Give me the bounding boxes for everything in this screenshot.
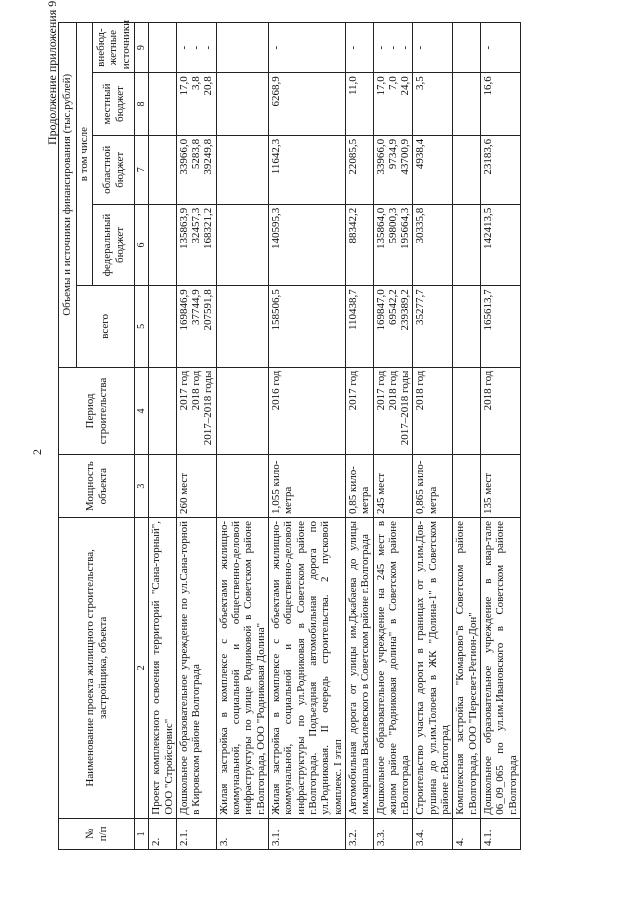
regional-value: 4938,4 <box>414 138 427 170</box>
construction-period <box>269 367 346 455</box>
extra-value: - <box>177 45 190 50</box>
local-cell <box>453 73 481 136</box>
object-name: Дошкольное образовательное учреждение на 245 мест в жилом районе "Родниковая долина" в Советском районе г.Волгограда <box>373 517 413 818</box>
local-cell <box>345 73 373 136</box>
period-value: 2018 год <box>190 370 203 411</box>
period-value: 2018 год <box>414 370 427 411</box>
local-value: 16,6 <box>482 76 494 96</box>
local-cell <box>176 73 216 136</box>
regional-value: 43700,9 <box>399 138 412 175</box>
period-value: 2017 год <box>346 370 359 411</box>
local-value: 7,0 <box>386 76 399 90</box>
table-row <box>413 23 453 850</box>
local-value: 11,0 <box>346 76 359 96</box>
regional-value: 11642,3 <box>270 138 282 175</box>
column-number: 5 <box>135 286 149 367</box>
column-number: 6 <box>135 204 149 285</box>
regional-cell <box>373 135 413 204</box>
column-number: 4 <box>135 367 149 455</box>
regional-value: 9734,9 <box>386 138 399 170</box>
regional-cell <box>481 135 521 204</box>
federal-cell <box>373 204 413 285</box>
extra-cell <box>269 23 346 73</box>
construction-period <box>453 367 481 455</box>
header-extra: внебюд-жетные источники <box>93 23 135 73</box>
total-value: 207591,8 <box>202 289 215 331</box>
total-value: 158506,5 <box>270 289 282 331</box>
column-number: 1 <box>135 818 149 849</box>
header-total: всего <box>77 286 135 367</box>
table-row <box>373 23 413 850</box>
total-cell <box>413 286 453 367</box>
header-including: в том числе <box>77 23 93 286</box>
object-name: Строительство участка дороги в границах от ул.им.Дов-рушина до ул.им.Толоева в ЖК "Долина-1" в Советском районе г.Волгоград <box>413 517 453 818</box>
local-value: 17,0 <box>374 76 387 96</box>
total-value: 35277,7 <box>414 289 427 325</box>
extra-value: - <box>386 45 399 50</box>
object-capacity: 0,85 кило-метра <box>345 455 373 518</box>
total-cell <box>481 286 521 367</box>
federal-value: 142413,5 <box>482 207 494 249</box>
column-number-row <box>135 23 149 850</box>
total-value: 169846,9 <box>177 289 190 331</box>
construction-period <box>481 367 521 455</box>
total-cell <box>345 286 373 367</box>
period-value: 2018 год <box>386 370 399 411</box>
local-value: 17,0 <box>177 76 190 96</box>
local-value: 3,5 <box>414 76 427 90</box>
object-capacity: 1,055 кило-метра <box>269 455 346 518</box>
regional-cell <box>176 135 216 204</box>
period-value: 2017 год <box>177 370 190 411</box>
total-value: 37744,9 <box>190 289 203 325</box>
continuation-caption: Продолжение приложения 9 <box>45 0 59 145</box>
header-capacity: Мощность объекта <box>59 455 135 518</box>
federal-cell <box>453 204 481 285</box>
federal-cell <box>269 204 346 285</box>
extra-value: - <box>202 45 215 50</box>
extra-value: - <box>414 45 427 50</box>
regional-cell <box>216 135 268 204</box>
row-number: 3. <box>216 818 268 849</box>
extra-cell <box>345 23 373 73</box>
object-capacity <box>149 455 177 518</box>
extra-cell <box>413 23 453 73</box>
regional-value: 39249,8 <box>202 138 215 175</box>
federal-value: 32457,3 <box>190 207 203 244</box>
object-name: Комплексная застройка "Комарово"в Советском районе г.Волгограда, ООО "Пересвет-Регион-Дон" <box>453 517 481 818</box>
extra-cell <box>216 23 268 73</box>
total-cell <box>176 286 216 367</box>
row-number: 2.1. <box>176 818 216 849</box>
regional-value: 22085,5 <box>346 138 359 175</box>
row-number: 3.1. <box>269 818 346 849</box>
extra-value: - <box>190 45 203 50</box>
federal-value: 88342,2 <box>346 207 359 244</box>
local-value: 6268,9 <box>270 76 282 107</box>
extra-value: - <box>374 45 387 50</box>
object-capacity <box>216 455 268 518</box>
local-cell <box>216 73 268 136</box>
header-regional: областной бюджет <box>93 135 135 204</box>
federal-value: 59800,3 <box>386 207 399 244</box>
object-capacity: 260 мест <box>176 455 216 518</box>
extra-value: - <box>346 45 359 50</box>
object-capacity: 135 мест <box>481 455 521 518</box>
extra-cell <box>176 23 216 73</box>
local-value: 20,8 <box>202 76 215 96</box>
federal-value: 135864,0 <box>374 207 387 249</box>
local-value: 24,0 <box>399 76 412 96</box>
object-capacity: 245 мест <box>373 455 413 518</box>
regional-value: 23183,6 <box>482 138 494 175</box>
table-row <box>216 23 268 850</box>
table-body <box>149 23 521 850</box>
table-row <box>269 23 346 850</box>
total-cell <box>373 286 413 367</box>
extra-cell <box>481 23 521 73</box>
table-row <box>453 23 481 850</box>
header-volumes: Объемы и источники финансирования (тыс.рублей) <box>59 23 77 368</box>
total-value: 169847,0 <box>374 289 387 331</box>
extra-cell <box>453 23 481 73</box>
federal-value: 140595,3 <box>270 207 282 249</box>
federal-cell <box>481 204 521 285</box>
total-cell <box>453 286 481 367</box>
total-value: 165613,7 <box>482 289 494 331</box>
extra-value: - <box>482 45 494 50</box>
header-local: местный бюджет <box>93 73 135 136</box>
total-value: 239389,2 <box>399 289 412 331</box>
table-row <box>481 23 521 850</box>
federal-value: 195664,3 <box>399 207 412 249</box>
local-cell <box>269 73 346 136</box>
regional-cell <box>345 135 373 204</box>
construction-period <box>149 367 177 455</box>
federal-value: 168321,2 <box>202 207 215 249</box>
object-name: Жилая застройка в комплексе с объектами жилищно-коммунальной, социальной и общественно-деловой инфраструктуры по улице Родниковой в Советском районе г.Волгограда, ООО "Родниковая Долина" <box>216 517 268 818</box>
object-name: Автомобильная дорога от улицы им.Джабаева до улицы им.маршала Василевского в Советском районе г.Волгограда <box>345 517 373 818</box>
period-value: 2017–2018 годы <box>202 370 215 446</box>
local-cell <box>413 73 453 136</box>
construction-period <box>373 367 413 455</box>
federal-value: 135863,9 <box>177 207 190 249</box>
regional-cell <box>269 135 346 204</box>
column-number: 3 <box>135 455 149 518</box>
regional-value: 5283,8 <box>190 138 203 170</box>
construction-period <box>216 367 268 455</box>
federal-value: 30335,8 <box>414 207 427 244</box>
local-cell <box>373 73 413 136</box>
row-number: 2. <box>149 818 177 849</box>
object-name: Дошкольное образовательное учреждение по ул.Сана-торной в Кировском районе Волгограда <box>176 517 216 818</box>
local-cell <box>149 73 177 136</box>
construction-period <box>176 367 216 455</box>
total-value: 110438,7 <box>346 289 359 331</box>
regional-cell <box>149 135 177 204</box>
regional-value: 33966,0 <box>374 138 387 175</box>
table-row <box>345 23 373 850</box>
local-cell <box>481 73 521 136</box>
federal-cell <box>413 204 453 285</box>
federal-cell <box>216 204 268 285</box>
header-federal: федеральный бюджет <box>93 204 135 285</box>
object-capacity <box>453 455 481 518</box>
period-value: 2017 год <box>374 370 387 411</box>
object-name: Дошкольное образовательное учреждение в квар-тале 06_09_065 по ул.им.Ивановского в Советском районе г.Волгограда <box>481 517 521 818</box>
row-number: 4.1. <box>481 818 521 849</box>
header-num: № п/п <box>59 818 135 849</box>
regional-value: 33966,0 <box>177 138 190 175</box>
total-cell <box>216 286 268 367</box>
row-number: 3.2. <box>345 818 373 849</box>
construction-period <box>413 367 453 455</box>
local-value: 3,8 <box>190 76 203 90</box>
row-number: 4. <box>453 818 481 849</box>
object-capacity: 0,865 кило-метра <box>413 455 453 518</box>
table-row <box>149 23 177 850</box>
column-number: 7 <box>135 135 149 204</box>
period-value: 2016 год <box>270 370 282 411</box>
period-value: 2017–2018 годы <box>399 370 412 446</box>
financing-table <box>58 22 521 850</box>
construction-period <box>345 367 373 455</box>
extra-value: - <box>270 45 282 50</box>
header-period: Период строительства <box>59 367 135 455</box>
page-number: 2 <box>30 449 44 455</box>
table-row <box>176 23 216 850</box>
period-value: 2018 год <box>482 370 494 411</box>
object-name: Проект комплексного освоения территорий "Сана-торный", ООО "Стройсервис" <box>149 517 177 818</box>
total-value: 69542,2 <box>386 289 399 325</box>
extra-cell <box>149 23 177 73</box>
regional-cell <box>453 135 481 204</box>
column-number: 9 <box>135 23 149 73</box>
column-number: 2 <box>135 517 149 818</box>
federal-cell <box>149 204 177 285</box>
federal-cell <box>345 204 373 285</box>
extra-cell <box>373 23 413 73</box>
extra-value: - <box>399 45 412 50</box>
total-cell <box>269 286 346 367</box>
object-name: Жилая застройка в комплексе с объектами жилищно-коммунальной, социальной и общественно-деловой инфраструктуры по ул.Родниковая в Советском районе г.Волгограда. Подъездная автомобильная дорога по ул.Родниковая. II очередь строительства. 2 пусковой комплекс. I этап <box>269 517 346 818</box>
column-number: 8 <box>135 73 149 136</box>
header-name: Наименование проекта жилищного строительства, застройщика, объекта <box>59 517 135 818</box>
row-number: 3.4. <box>413 818 453 849</box>
federal-cell <box>176 204 216 285</box>
row-number: 3.3. <box>373 818 413 849</box>
total-cell <box>149 286 177 367</box>
regional-cell <box>413 135 453 204</box>
